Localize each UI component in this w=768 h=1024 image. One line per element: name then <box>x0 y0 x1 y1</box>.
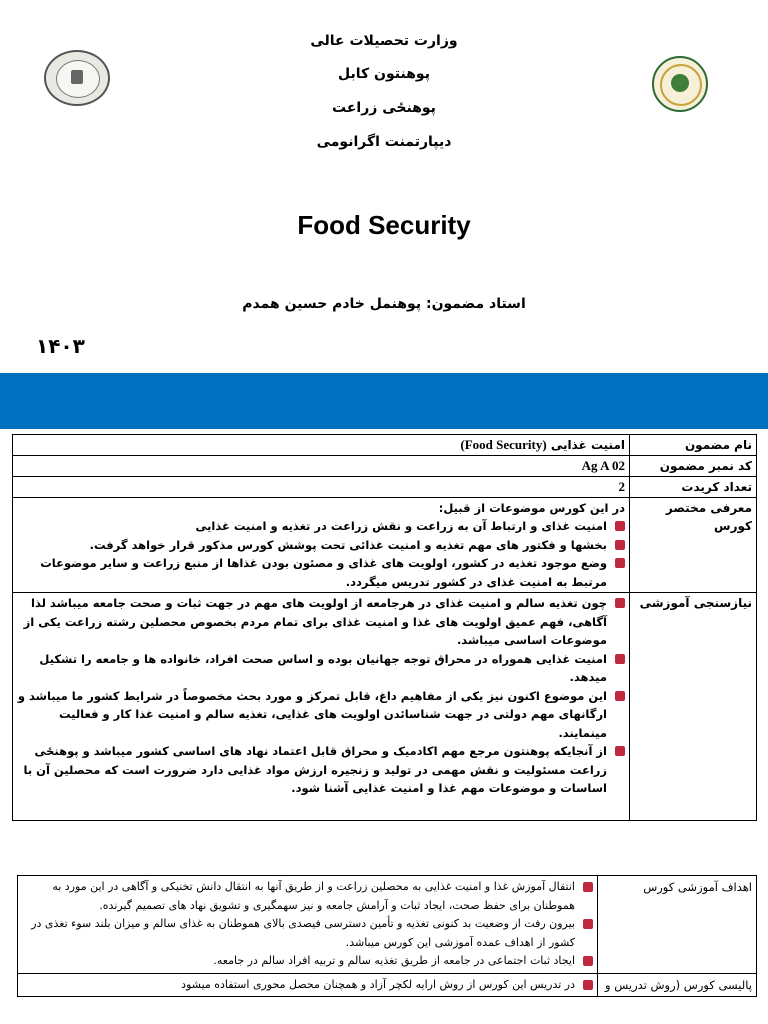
row-label: پالیسی کورس (روش تدریس و <box>598 973 757 997</box>
bullet-icon <box>583 980 593 990</box>
course-name-en: (Food Security) <box>460 437 547 452</box>
credit-count-value: 2 <box>13 477 630 498</box>
bullet-list <box>17 517 625 591</box>
table-row <box>18 973 757 997</box>
row-label: معرفی مختصر کورس <box>630 498 757 593</box>
kabul-university-seal-icon <box>44 50 110 106</box>
list-item: بخشها و فکتور های مهم تغذیه و امنیت غذائی تحت پوشش کورس مذکور قرار خواهد گرفت. <box>17 536 625 555</box>
faculty-name: پوهنځی زراعت <box>332 100 436 116</box>
row-label: اهداف آموزشی کورس <box>598 876 757 974</box>
row-label: نیازسنجی آموزشی <box>630 593 757 821</box>
bullet-icon <box>583 956 593 966</box>
course-name-fa: امنیت غذایی <box>550 438 625 452</box>
university-name: پوهنتون کابل <box>338 66 430 82</box>
bullet-icon <box>583 919 593 929</box>
course-policy-cell <box>18 973 598 997</box>
course-objectives-table <box>17 875 757 997</box>
list-item: امنیت غذای و ارتباط آن به زراعت و نقش زراعت در تغذیه و امنیت غذایی <box>17 517 625 536</box>
bullet-icon <box>615 746 625 756</box>
ministry-name: وزارت تحصیلات عالی <box>310 33 458 49</box>
bullet-icon <box>615 598 625 608</box>
row-label: تعداد کریدت <box>630 477 757 498</box>
bullet-icon <box>615 558 625 568</box>
needs-assessment-cell <box>13 593 630 821</box>
bullet-icon <box>583 882 593 892</box>
table-row <box>13 456 757 477</box>
department-name: دیپارتمنت اگرانومی <box>316 134 452 150</box>
list-item: ایجاد ثبات اجتماعی در جامعه از طریق تغذیه سالم و تربیه افراد سالم در جامعه. <box>22 952 593 971</box>
bullet-list <box>22 878 593 971</box>
list-item: انتقال آموزش غذا و امنیت غذایی به محصلین زراعت و از طریق آنها به انتقال دانش تخنیکی و آگاهی در این مورد به هموطنان برای حفظ صحت، ایجاد ثبات و آرامش جامعه و نیز سهمگیری و تشویق نهاد های تصمیم گیرنده. <box>22 878 593 915</box>
document-title: Food Security <box>297 210 471 240</box>
objectives-cell <box>18 876 598 974</box>
list-item: وضع موجود تغذیه در کشور، اولویت های غذای و مصئون بودن غذاها از منبع زراعت و سایر موضوعات مرتبط به امنیت غذای در کشور تدریس میگردد. <box>17 554 625 591</box>
list-item: بیرون رفت از وضعیت بد کنونی تغذیه و تأمین دسترسی فیصدی بالای هموطنان به غذای سالم و میزان بلند سوء تغذی در کشور از اهداف عمده آموزشی این کورس میباشد. <box>22 915 593 952</box>
blue-divider-band <box>0 373 768 429</box>
table-row <box>18 876 757 974</box>
faculty-of-agriculture-seal-icon <box>652 56 708 112</box>
bullet-icon <box>615 654 625 664</box>
table-row <box>13 593 757 821</box>
table-row <box>13 498 757 593</box>
list-item: در تدریس این کورس از روش ارایه لکچر آزاد و همچنان محصل محوری استفاده میشود <box>22 976 593 995</box>
bullet-icon <box>615 691 625 701</box>
course-intro-text: در این کورس موضوعات از قبیل: <box>438 501 625 515</box>
lecturer-name: استاد مضمون: پوهنمل خادم حسین همدم <box>242 296 526 312</box>
list-item: از آنجایکه پوهنتون مرجع مهم اکادمیک و محراق قابل اعتماد نهاد های اساسی کشور میباشد و پوهنځی زراعت مسئولیت و نقش مهمی در تولید و زنجیره ارزش مواد غذایی دارد ضرورت است که محصلین آن با اساسات و موضوعات مهم غذا و امنیت غذایی آشنا شود. <box>17 742 625 798</box>
bullet-icon <box>615 540 625 550</box>
list-item: چون تغذیه سالم و امنیت غذای در هرجامعه از اولویت های مهم در جهت ثبات و صحت جامعه میباشد لذا آگاهی، فهم عمیق اولویت های غذا و امنیت غذای برای تمام مردم بخصوص محصلین رشته زراعت یکی از موضوعات اساسی میباشد. <box>17 594 625 650</box>
course-intro-cell <box>13 498 630 593</box>
bullet-icon <box>615 521 625 531</box>
bullet-list <box>17 594 625 798</box>
bullet-list <box>22 976 593 995</box>
year: ۱۴۰۳ <box>36 334 85 358</box>
row-label: نام مضمون <box>630 435 757 456</box>
course-code-value: Ag A 02 <box>13 456 630 477</box>
list-item: این موضوع اکنون نیز یکی از مفاهیم داغ، قابل تمرکز و مورد بحث مخصوصاً در شرایط کشور ما میباشد و ارگانهای مهم دولتی در جهت شناسائدن اولویت های غذایی، تغذیه سالم و امنیت غذا کار و فعالیت مینمایند. <box>17 687 625 743</box>
course-name-value <box>13 435 630 456</box>
list-item: امنیت غذایی هموراه در محراق توجه جهانیان بوده و اساس صحت افراد، خانواده ها و جامعه را تشکیل میدهد. <box>17 650 625 687</box>
course-info-table <box>12 434 757 821</box>
table-row <box>13 435 757 456</box>
document-header <box>0 0 768 372</box>
row-label: کد نمبر مضمون <box>630 456 757 477</box>
table-row <box>13 477 757 498</box>
